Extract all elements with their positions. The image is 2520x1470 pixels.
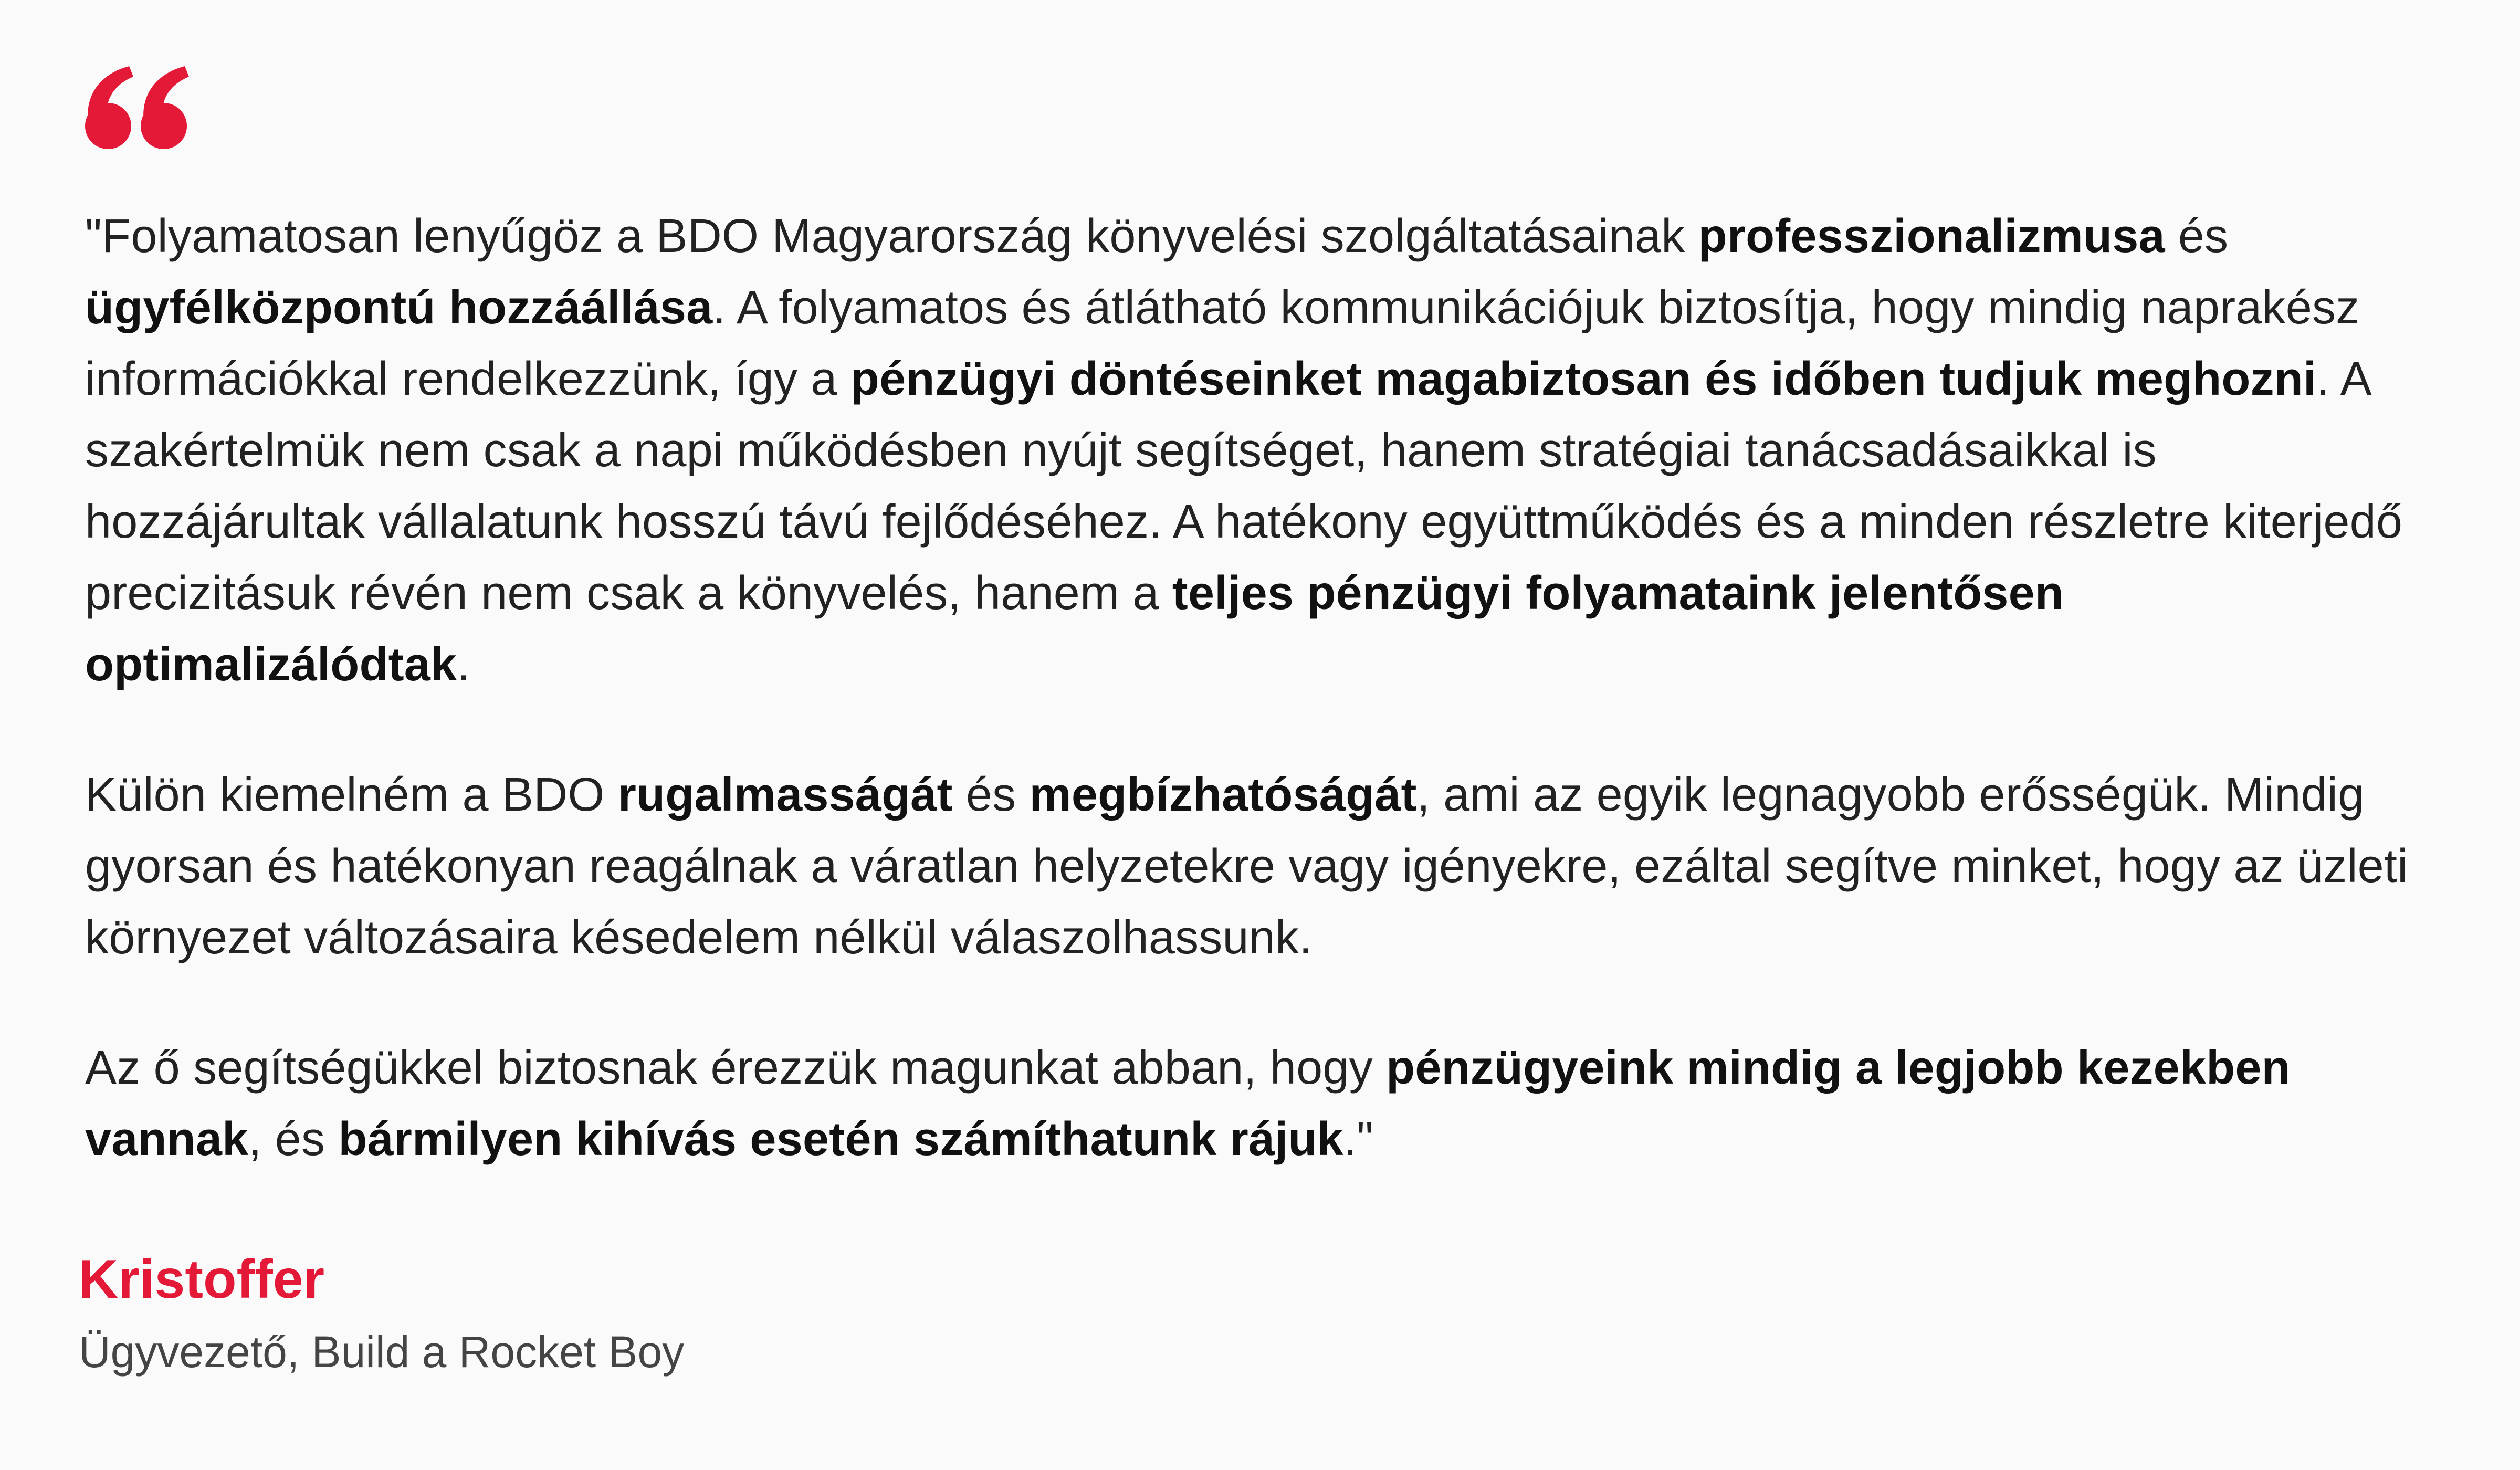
quote-paragraph-1 xyxy=(85,201,2421,700)
author-role: Ügyvezető, Build a Rocket Boy xyxy=(79,1327,685,1377)
quote-text-run: ." xyxy=(1343,1113,1374,1166)
quote-paragraph-2 xyxy=(85,759,2421,973)
quote-emphasis: teljes pénzügyi folyamataink jelentősen optimalizálódtak xyxy=(85,567,2064,691)
quote-text-run: "Folyamatosan lenyűgöz a BDO Magyarország könyvelési szolgáltatásainak xyxy=(85,210,1698,262)
quote-emphasis: pénzügyeink mindig a legjobb kezekben vannak xyxy=(85,1042,2291,1166)
quote-paragraph-3 xyxy=(85,1032,2421,1175)
quote-text-run: és xyxy=(2165,210,2229,262)
quote-emphasis: pénzügyi döntéseinket magabiztosan és időben tudjuk meghozni xyxy=(850,353,2317,405)
quote-text-run: . xyxy=(457,638,470,691)
quote-emphasis: professzionalizmusa xyxy=(1698,210,2165,262)
quote-emphasis: rugalmasságát xyxy=(617,769,953,821)
quote-text-run: Külön kiemelném a BDO xyxy=(85,769,618,821)
quote-text-run: , ami az egyik legnagyobb erősségük. Mindig gyorsan és hatékonyan reagálnak a váratlan helyzetekre vagy igényekre, ezáltal segítve minket, hogy az üzleti környezet változásaira késedelem nélkül válaszolhassunk. xyxy=(85,769,2408,964)
quote-text-run: . A szakértelmük nem csak a napi működésben nyújt segítséget, hanem stratégiai tanácsadásaikkal is hozzájárultak vállalatunk hosszú távú fejlődéséhez. A hatékony együttműködés és a minden részletre kiterjedő precizitásuk révén nem csak a könyvelés, hanem a xyxy=(85,353,2403,620)
quote-text-run: és xyxy=(952,769,1030,821)
double-quote-open-icon xyxy=(81,63,191,152)
quote-text-run: , és xyxy=(248,1113,339,1166)
quote-text-run: . A folyamatos és átlátható kommunikációjuk biztosítja, hogy mindig naprakész információkkal rendelkezzünk, így a xyxy=(85,281,2360,405)
testimonial-quote xyxy=(85,201,2421,1175)
quote-emphasis: ügyfélközpontú hozzáállása xyxy=(85,281,713,334)
author-name: Kristoffer xyxy=(79,1249,325,1310)
quote-emphasis: megbízhatóságát xyxy=(1029,769,1417,821)
quote-text-run: Az ő segítségükkel biztosnak érezzük magunkat abban, hogy xyxy=(85,1042,1387,1094)
quote-emphasis: bármilyen kihívás esetén számíthatunk rájuk xyxy=(338,1113,1343,1166)
